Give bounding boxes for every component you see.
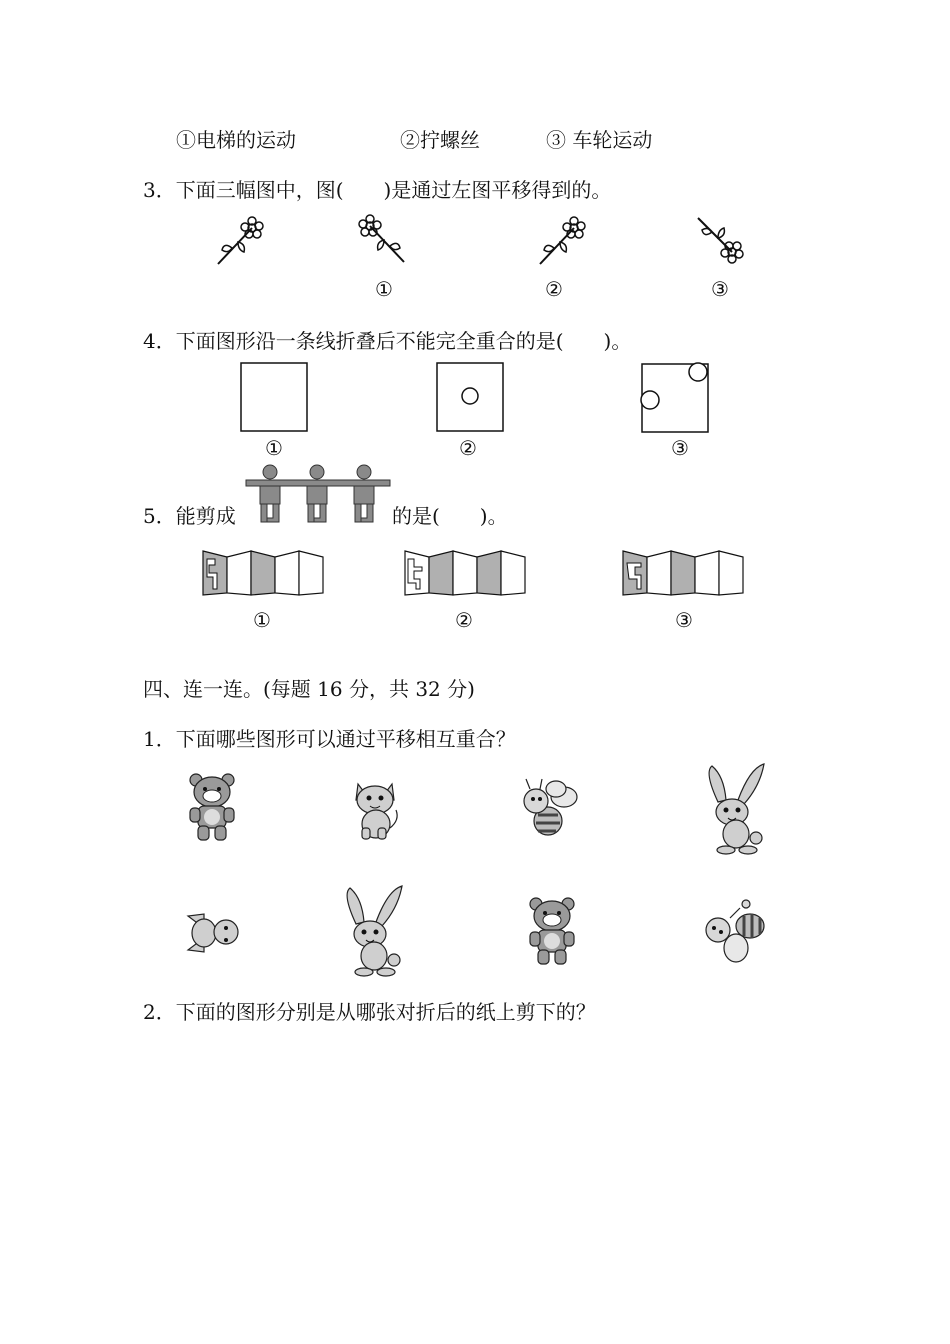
q3-question: 3．下面三幅图中，图( )是通过左图平移得到的。 xyxy=(143,178,612,202)
q2-option-2: ②拧螺丝 xyxy=(400,128,480,152)
q5-prefix: 5．能剪成 xyxy=(143,504,236,528)
cat-image xyxy=(350,778,400,840)
folded-paper-2 xyxy=(405,549,525,597)
flower-option-1 xyxy=(352,210,412,268)
folded-paper-3 xyxy=(623,549,743,597)
q3-label-3: ③ xyxy=(711,277,729,301)
q2-option-1: ①电梯的运动 xyxy=(176,128,296,152)
section4-heading: 四、连一连。(每题 16 分，共 32 分) xyxy=(143,677,475,701)
q4-label-1: ① xyxy=(265,436,283,460)
rabbit-image xyxy=(702,762,768,856)
q5-label-1: ① xyxy=(253,608,271,632)
q4-label-2: ② xyxy=(459,436,477,460)
q3-label-2: ② xyxy=(545,277,563,301)
folded-paper-1 xyxy=(203,549,323,597)
flower-option-2 xyxy=(532,212,592,270)
rabbit-image-2 xyxy=(340,884,406,978)
square-center-circle xyxy=(436,362,504,432)
bear-image-2 xyxy=(524,896,580,968)
q3-label-1: ① xyxy=(375,277,393,301)
q5-label-3: ③ xyxy=(675,608,693,632)
q4-label-3: ③ xyxy=(671,436,689,460)
bee-rotated-image xyxy=(696,896,768,966)
q2-option-3: ③ 车轮运动 xyxy=(546,128,653,152)
cat-rotated-image xyxy=(182,910,242,958)
paper-figures-chain xyxy=(246,464,390,524)
section4-q2: 2．下面的图形分别是从哪张对折后的纸上剪下的？ xyxy=(143,1000,596,1024)
section4-q1: 1．下面哪些图形可以通过平移相互重合？ xyxy=(143,727,516,751)
q5-label-2: ② xyxy=(455,608,473,632)
q5-suffix: 的是( )。 xyxy=(392,504,508,528)
flower-original xyxy=(210,212,270,270)
square-plain xyxy=(240,362,308,432)
bear-image xyxy=(184,772,240,844)
bee-image xyxy=(518,777,580,841)
square-two-circles xyxy=(640,362,710,434)
q4-question: 4．下面图形沿一条线折叠后不能完全重合的是( )。 xyxy=(143,329,632,353)
flower-option-3 xyxy=(690,212,750,270)
